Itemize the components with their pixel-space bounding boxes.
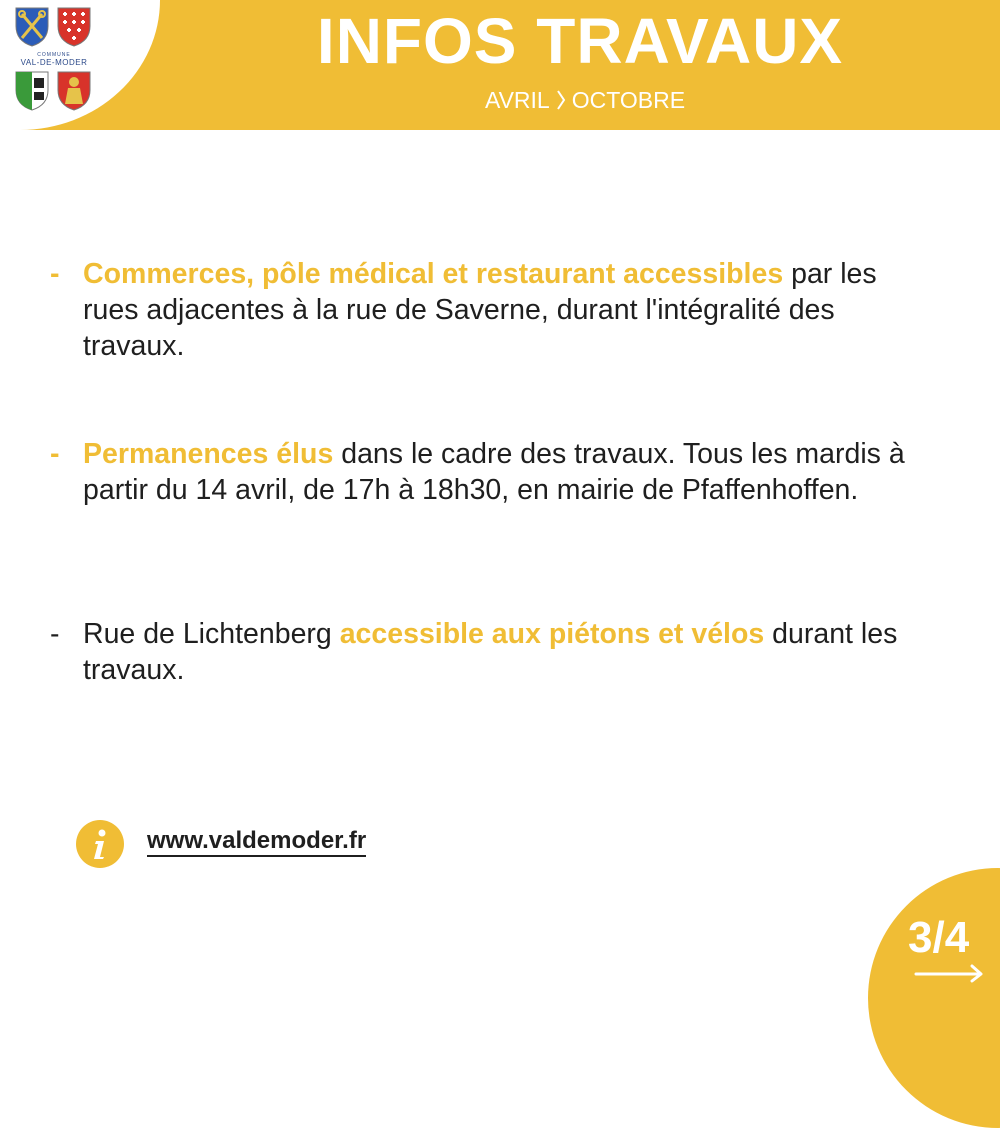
chevron-right-icon [556, 89, 566, 111]
page-counter: 3/4 [908, 913, 970, 962]
logo-text [12, 53, 96, 67]
green-black-crest-icon [14, 70, 50, 112]
bullet-dash: - [50, 258, 60, 290]
logo-name: VAL-DE-MODER [20, 58, 88, 67]
bullet-highlight: Permanences élus [83, 438, 334, 470]
list-item [50, 256, 930, 364]
info-icon [75, 819, 125, 869]
saint-figure-crest-icon [56, 70, 92, 112]
bullet-dash: - [50, 618, 60, 650]
bullet-text-before: Rue de Lichtenberg [83, 618, 332, 650]
period-start: AVRIL [484, 87, 550, 113]
website-link[interactable]: www.valdemoder.fr [147, 827, 366, 857]
bullet-highlight: accessible aux piétons et vélos [339, 618, 765, 650]
arrow-right-icon[interactable] [914, 963, 986, 983]
bullet-text-after: durant les travaux. [83, 618, 898, 686]
logo-small-text: COMMUNE [37, 52, 71, 58]
bullet-text: dans le cadre des travaux. Tous les mardis à partir du 14 avril, de 17h à 18h30, en mairie de Pfaffenhoffen. [83, 438, 905, 506]
page-corner [868, 868, 1000, 1128]
period-range [420, 86, 750, 114]
bullet-dash: - [50, 438, 60, 470]
crossed-keys-crest-icon [14, 6, 50, 48]
period-end: OCTOBRE [571, 87, 686, 113]
bullet-text: par les rues adjacentes à la rue de Saverne, durant l'intégralité des travaux. [83, 258, 877, 362]
list-item [50, 616, 930, 688]
page-title: INFOS TRAVAUX [316, 5, 844, 77]
bullet-highlight: Commerces, pôle médical et restaurant accessibles [83, 258, 784, 290]
list-item [50, 436, 930, 508]
red-crosses-crest-icon [56, 6, 92, 48]
